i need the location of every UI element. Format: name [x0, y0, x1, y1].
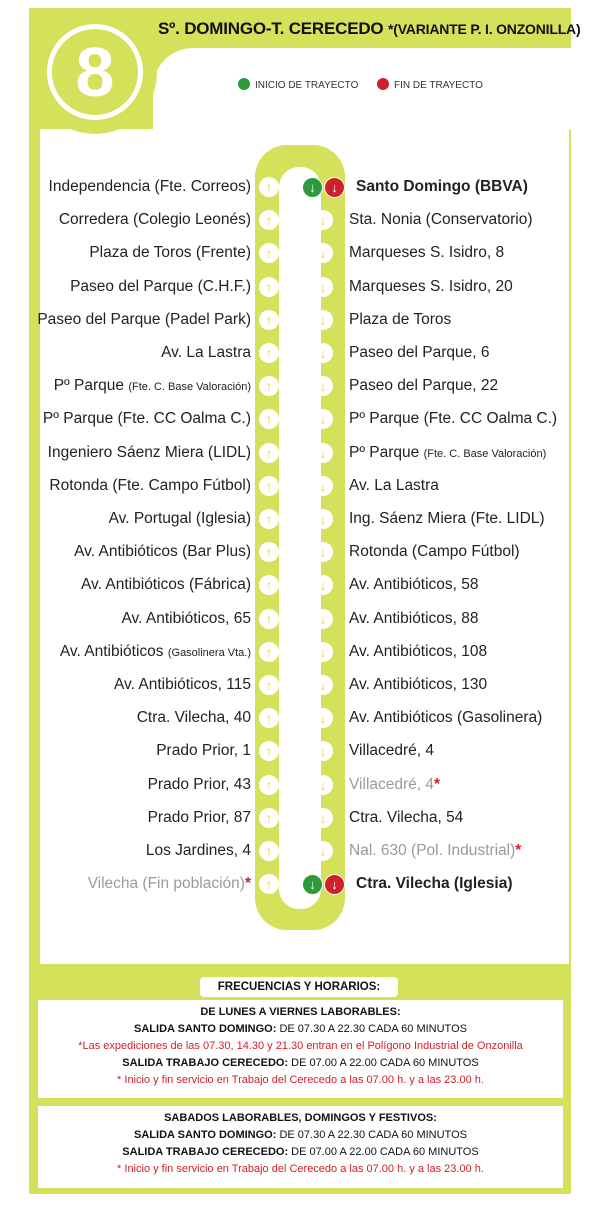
stop-left-3 [89, 240, 251, 266]
route-track-inner [279, 167, 321, 909]
stop-name: Paseo del Parque (C.H.F.) [70, 277, 251, 295]
up-arrow-icon: ↑ [259, 310, 279, 330]
stop-name: Prado Prior, 87 [147, 808, 251, 826]
route-title-note: *(VARIANTE P. I. ONZONILLA) [388, 21, 581, 37]
stop-left-4 [70, 274, 251, 300]
weekday-note1: *Las expediciones de las 07.30, 14.30 y 21.30 entran en el Polígono Industrial de Onzonilla [78, 1040, 523, 1052]
stop-right-4 [349, 274, 513, 300]
up-arrow-icon: ↑ [259, 675, 279, 695]
stop-right-16 [349, 672, 487, 698]
end-arrow-icon: ↓ [324, 874, 345, 895]
down-arrow-icon: ↓ [313, 310, 333, 330]
stop-right-12 [349, 539, 520, 565]
weekend-schedule [38, 1106, 563, 1188]
down-arrow-icon: ↓ [313, 277, 333, 297]
up-arrow-icon: ↑ [259, 609, 279, 629]
stop-right-5 [349, 307, 451, 333]
down-arrow-icon: ↓ [313, 775, 333, 795]
stop-left-12 [74, 539, 251, 565]
green-dot-icon [238, 78, 250, 90]
up-arrow-icon: ↑ [259, 775, 279, 795]
route-title [158, 14, 581, 44]
end-arrow-icon: ↓ [324, 177, 345, 198]
stop-right-10 [349, 473, 439, 499]
up-arrow-icon: ↑ [259, 841, 279, 861]
weekday-line1 [38, 1021, 563, 1038]
stop-name: Av. La Lastra [349, 476, 439, 494]
down-arrow-icon: ↓ [313, 575, 333, 595]
stop-right-22 [356, 871, 513, 897]
route-number-badge [33, 10, 157, 134]
start-arrow-icon: ↓ [302, 874, 323, 895]
weekday-line1-value: DE 07.30 A 22.30 CADA 60 MINUTOS [276, 1023, 467, 1035]
weekend-line1 [38, 1127, 563, 1144]
stop-left-17 [137, 705, 251, 731]
down-arrow-icon: ↓ [313, 708, 333, 728]
up-arrow-icon: ↑ [259, 376, 279, 396]
stop-right-19 [349, 772, 440, 798]
down-arrow-icon: ↓ [313, 841, 333, 861]
stop-name: Av. Antibióticos, 130 [349, 676, 488, 693]
down-arrow-icon: ↓ [313, 542, 333, 562]
stop-name: Pº Parque [53, 377, 129, 395]
stop-name: Av. Antibióticos (Fábrica) [81, 576, 251, 594]
stop-left-21 [146, 838, 251, 864]
stop-right-9 [349, 440, 546, 466]
stop-name: Av. Portugal (Iglesia) [108, 510, 251, 527]
stop-left-11 [109, 506, 251, 532]
up-arrow-icon: ↑ [259, 509, 279, 529]
legend-end [377, 78, 483, 94]
up-arrow-icon: ↑ [259, 708, 279, 728]
stop-right-6 [349, 340, 489, 366]
down-arrow-icon: ↓ [313, 343, 333, 363]
weekend-line1-label: SALIDA SANTO DOMINGO: [134, 1129, 277, 1141]
stop-name: Av. Antibióticos, 58 [349, 576, 479, 594]
up-arrow-icon: ↑ [259, 542, 279, 562]
stop-name: Marqueses S. Isidro, 8 [349, 244, 505, 262]
stop-name: Ctra. Vilecha, 40 [136, 709, 251, 727]
up-arrow-icon: ↑ [259, 177, 279, 197]
weekday-line2-value: DE 07.00 A 22.00 CADA 60 MINUTOS [288, 1057, 479, 1069]
weekend-note: * Inicio y fin servicio en Trabajo del Cerecedo a las 07.00 h. y a las 23.00 h. [117, 1163, 484, 1175]
stop-left-7 [54, 373, 251, 399]
down-arrow-icon: ↓ [313, 376, 333, 396]
header-area [153, 48, 573, 130]
variant-star: * [244, 875, 251, 893]
up-arrow-icon: ↑ [259, 210, 279, 230]
up-arrow-icon: ↑ [259, 874, 279, 894]
up-arrow-icon: ↑ [259, 642, 279, 662]
up-arrow-icon: ↑ [259, 343, 279, 363]
down-arrow-icon: ↓ [313, 409, 333, 429]
stop-left-6 [161, 340, 251, 366]
stop-left-15 [60, 639, 251, 665]
down-arrow-icon: ↓ [313, 243, 333, 263]
stop-name: Pº Parque (Fte. CC Oalma C.) [42, 410, 251, 428]
stop-right-3 [349, 240, 504, 266]
start-arrow-icon: ↓ [302, 177, 323, 198]
up-arrow-icon: ↑ [259, 409, 279, 429]
stop-left-14 [121, 606, 251, 632]
weekday-line2-label: SALIDA TRABAJO CERECEDO: [122, 1057, 289, 1069]
down-arrow-icon: ↓ [313, 642, 333, 662]
stop-name: Ctra. Vilecha, 54 [349, 808, 464, 826]
up-arrow-icon: ↑ [259, 476, 279, 496]
stop-name: Ingeniero Sáenz Miera (LIDL) [47, 443, 251, 461]
stop-name: Av. Antibióticos (Gasolinera) [349, 709, 543, 727]
variant-star: * [515, 842, 522, 859]
stop-left-22 [88, 871, 251, 897]
stop-name: Paseo del Parque, 6 [349, 344, 490, 361]
stop-name: Ing. Sáenz Miera (Fte. LIDL) [349, 510, 545, 527]
stop-name: Paseo del Parque, 22 [349, 377, 499, 395]
down-arrow-icon: ↓ [313, 509, 333, 529]
stop-name: Santo Domingo (BBVA) [356, 178, 528, 195]
stop-name: Rotonda (Fte. Campo Fútbol) [49, 476, 251, 494]
stop-left-9 [48, 440, 251, 466]
stop-name: Pº Parque (Fte. CC Oalma C.) [349, 410, 558, 428]
stop-left-20 [148, 805, 251, 831]
down-arrow-icon: ↓ [313, 675, 333, 695]
stop-name: Villacedré, 4 [349, 775, 435, 793]
stop-left-1 [49, 174, 251, 200]
weekend-line1-value: DE 07.30 A 22.30 CADA 60 MINUTOS [276, 1129, 467, 1141]
weekday-heading: DE LUNES A VIERNES LABORABLES: [200, 1006, 401, 1018]
stop-left-8 [43, 406, 251, 432]
weekday-line1-label: SALIDA SANTO DOMINGO: [134, 1023, 277, 1035]
stop-left-19 [148, 772, 251, 798]
route-number: 8 [75, 33, 115, 111]
weekday-line2 [38, 1055, 563, 1072]
stop-left-13 [81, 572, 251, 598]
stop-right-17 [349, 705, 542, 731]
stop-name: Av. Antibióticos, 108 [349, 642, 488, 660]
stop-name: Av. Antibióticos, 88 [349, 609, 479, 627]
stop-name: Paseo del Parque (Padel Park) [37, 310, 251, 328]
legend-start [238, 78, 358, 94]
up-arrow-icon: ↑ [259, 443, 279, 463]
down-arrow-icon: ↓ [313, 741, 333, 761]
stop-right-2 [349, 207, 533, 233]
weekend-line2 [38, 1144, 563, 1161]
frequencies-label: FRECUENCIAS Y HORARIOS: [200, 977, 398, 997]
down-arrow-icon: ↓ [313, 210, 333, 230]
stop-name: Independencia (Fte. Correos) [48, 178, 251, 195]
stop-name: Av. Antibióticos (Bar Plus) [74, 543, 251, 561]
stop-name: Marqueses S. Isidro, 20 [349, 277, 513, 295]
legend-end-label: FIN DE TRAYECTO [394, 80, 483, 91]
down-arrow-icon: ↓ [313, 808, 333, 828]
stop-right-8 [349, 406, 557, 432]
up-arrow-icon: ↑ [259, 575, 279, 595]
variant-star: * [434, 775, 441, 793]
stop-name: Vilecha (Fin población) [87, 875, 245, 893]
stop-right-13 [349, 572, 479, 598]
stop-name: Rotonda (Campo Fútbol) [349, 543, 520, 561]
up-arrow-icon: ↑ [259, 741, 279, 761]
stop-left-2 [59, 207, 251, 233]
weekend-line2-label: SALIDA TRABAJO CERECEDO: [122, 1146, 289, 1158]
red-dot-icon [377, 78, 389, 90]
weekend-line2-value: DE 07.00 A 22.00 CADA 60 MINUTOS [288, 1146, 479, 1158]
stop-name: Corredera (Colegio Leonés) [58, 211, 251, 229]
stop-name: Av. Antibióticos, 115 [113, 676, 251, 693]
up-arrow-icon: ↑ [259, 277, 279, 297]
stop-name: Av. Antibióticos [59, 642, 168, 660]
stop-right-20 [349, 805, 463, 831]
stop-left-16 [114, 672, 251, 698]
route-title-main: Sº. DOMINGO-T. CERECEDO [158, 19, 384, 38]
stop-name: Pº Parque [349, 443, 424, 461]
stop-name: Plaza de Toros (Frente) [89, 244, 251, 262]
weekend-heading: SABADOS LABORABLES, DOMINGOS Y FESTIVOS: [164, 1112, 437, 1124]
stop-name: Av. La Lastra [161, 344, 251, 361]
stop-name: Av. Antibióticos, 65 [121, 609, 251, 627]
weekday-note2: * Inicio y fin servicio en Trabajo del Cerecedo a las 07.00 h. y a las 23.00 h. [117, 1074, 484, 1086]
stop-name: Sta. Nonia (Conservatorio) [349, 211, 533, 229]
stop-detail: (Fte. C. Base Valoración) [128, 381, 251, 394]
stop-name: Plaza de Toros [349, 310, 452, 328]
stop-name: Prado Prior, 1 [156, 742, 251, 760]
stop-name: Los Jardines, 4 [145, 842, 251, 859]
stop-right-14 [349, 606, 479, 632]
up-arrow-icon: ↑ [259, 808, 279, 828]
down-arrow-icon: ↓ [313, 609, 333, 629]
down-arrow-icon: ↓ [313, 476, 333, 496]
stop-right-7 [349, 373, 498, 399]
stop-name: Ctra. Vilecha (Iglesia) [356, 875, 513, 893]
stop-right-1 [356, 174, 528, 200]
stop-name: Villacedré, 4 [349, 742, 435, 760]
stop-right-18 [349, 738, 434, 764]
stop-right-21 [349, 838, 521, 864]
legend-start-label: INICIO DE TRAYECTO [255, 80, 359, 91]
down-arrow-icon: ↓ [313, 443, 333, 463]
stop-left-18 [156, 738, 251, 764]
stop-name: Prado Prior, 43 [147, 775, 251, 793]
up-arrow-icon: ↑ [259, 243, 279, 263]
stop-right-15 [349, 639, 487, 665]
stop-left-5 [37, 307, 251, 333]
stop-right-11 [349, 506, 545, 532]
stop-detail: (Gasolinera Vta.) [167, 646, 251, 659]
weekday-schedule [38, 1000, 563, 1098]
stop-left-10 [49, 473, 251, 499]
stop-detail: (Fte. C. Base Valoración) [423, 447, 547, 460]
stop-name: Nal. 630 (Pol. Industrial) [349, 842, 516, 859]
